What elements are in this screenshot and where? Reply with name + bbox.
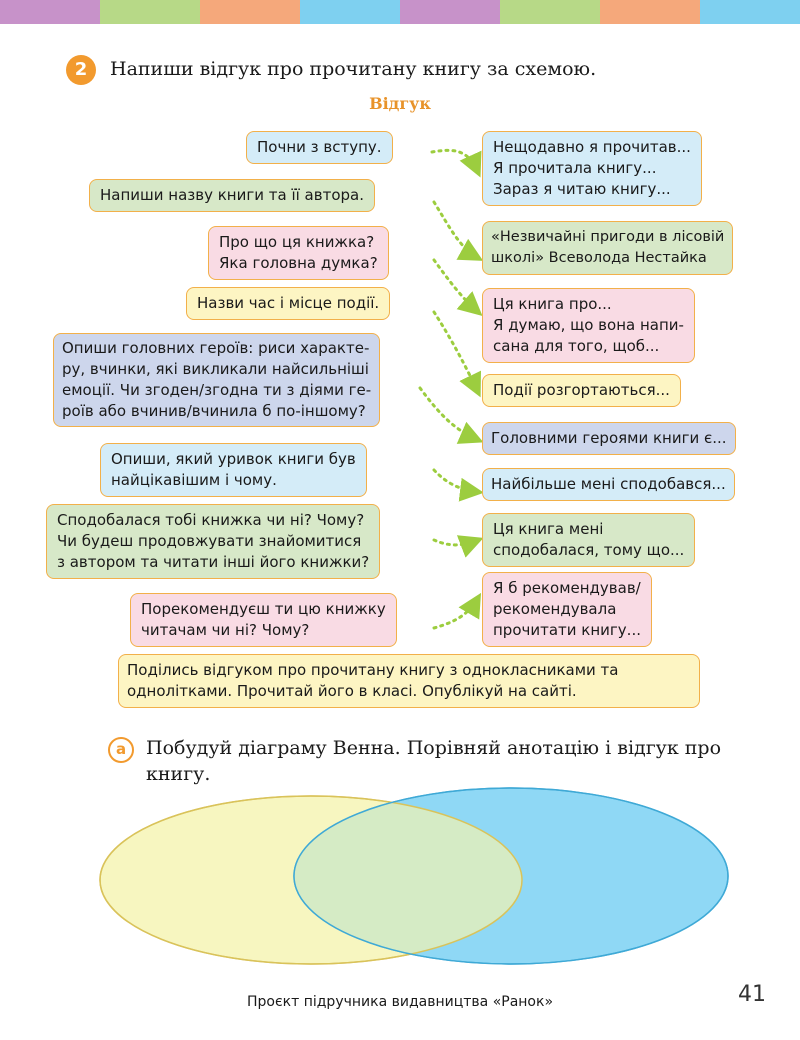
box-line: однолітками. Прочитай його в класі. Опублікуй на сайті. [127,682,577,700]
box-line: Події розгортаються... [493,381,670,399]
box-line: Почни з вступу. [257,138,382,156]
box-line: Найбільше мені сподобався... [491,475,726,493]
box-line: Сподобалася тобі книжка чи ні? Чому? [57,511,365,529]
box-line: Ця книга мені [493,520,604,538]
box-line: рекомендувала [493,600,617,618]
box-line: Напиши назву книги та її автора. [100,186,364,204]
box-line: сана для того, щоб... [493,337,660,355]
task-instruction: Напиши відгук про прочитану книгу за схемою. [110,58,597,80]
box-line: Ця книга про... [493,295,612,313]
box-line: Опиши головних героїв: риси характе- [62,339,370,357]
box-line: школі» Всеволода Нестайка [491,250,707,266]
subtask-instruction: Побудуй діаграму Венна. Порівняй анотацію і відгук про книгу. [146,737,722,785]
box-line: Назви час і місце події. [197,294,380,312]
box-line: ру, вчинки, які викликали найсильніші [62,360,369,378]
box-line: прочитати книгу... [493,621,641,639]
box-line: Про що ця книжка? [219,233,375,251]
publisher-footer: Проєкт підручника видавництва «Ранок» [246,994,554,1010]
box-line: Зараз я читаю книгу... [493,180,671,198]
box-line: Я б рекомендував/ [493,579,641,597]
box-line: Чи будеш продовжувати знайомитися [57,532,362,550]
page-number: 41 [738,982,766,1007]
box-line: Я думаю, що вона напи- [493,316,684,334]
subtask-letter-badge: а [108,737,134,763]
box-line: Поділись відгуком про прочитану книгу з однокласниками та [127,661,619,679]
box-line: «Незвичайні пригоди в лісовій [491,229,725,245]
box-line: Порекомендуєш ти цю книжку [141,600,386,618]
box-line: Опиши, який уривок книги був [111,450,356,468]
box-line: Яка головна думка? [219,254,378,272]
box-line: з автором та читати інші його книжки? [57,553,370,571]
box-line: Головними героями книги є... [491,429,727,447]
box-line: найцікавішим і чому. [111,471,277,489]
box-line: роїв або вчинив/вчинила б по-іншому? [62,402,366,420]
box-line: Я прочитала книгу... [493,159,657,177]
scheme-title: Відгук [369,94,431,113]
task-number-badge: 2 [66,55,96,85]
box-line: читачам чи ні? Чому? [141,621,310,639]
box-line: сподобалася, тому що... [493,541,685,559]
box-line: емоції. Чи згоден/згодна ти з діями ге- [62,381,372,399]
box-line: Нещодавно я прочитав... [493,138,691,156]
